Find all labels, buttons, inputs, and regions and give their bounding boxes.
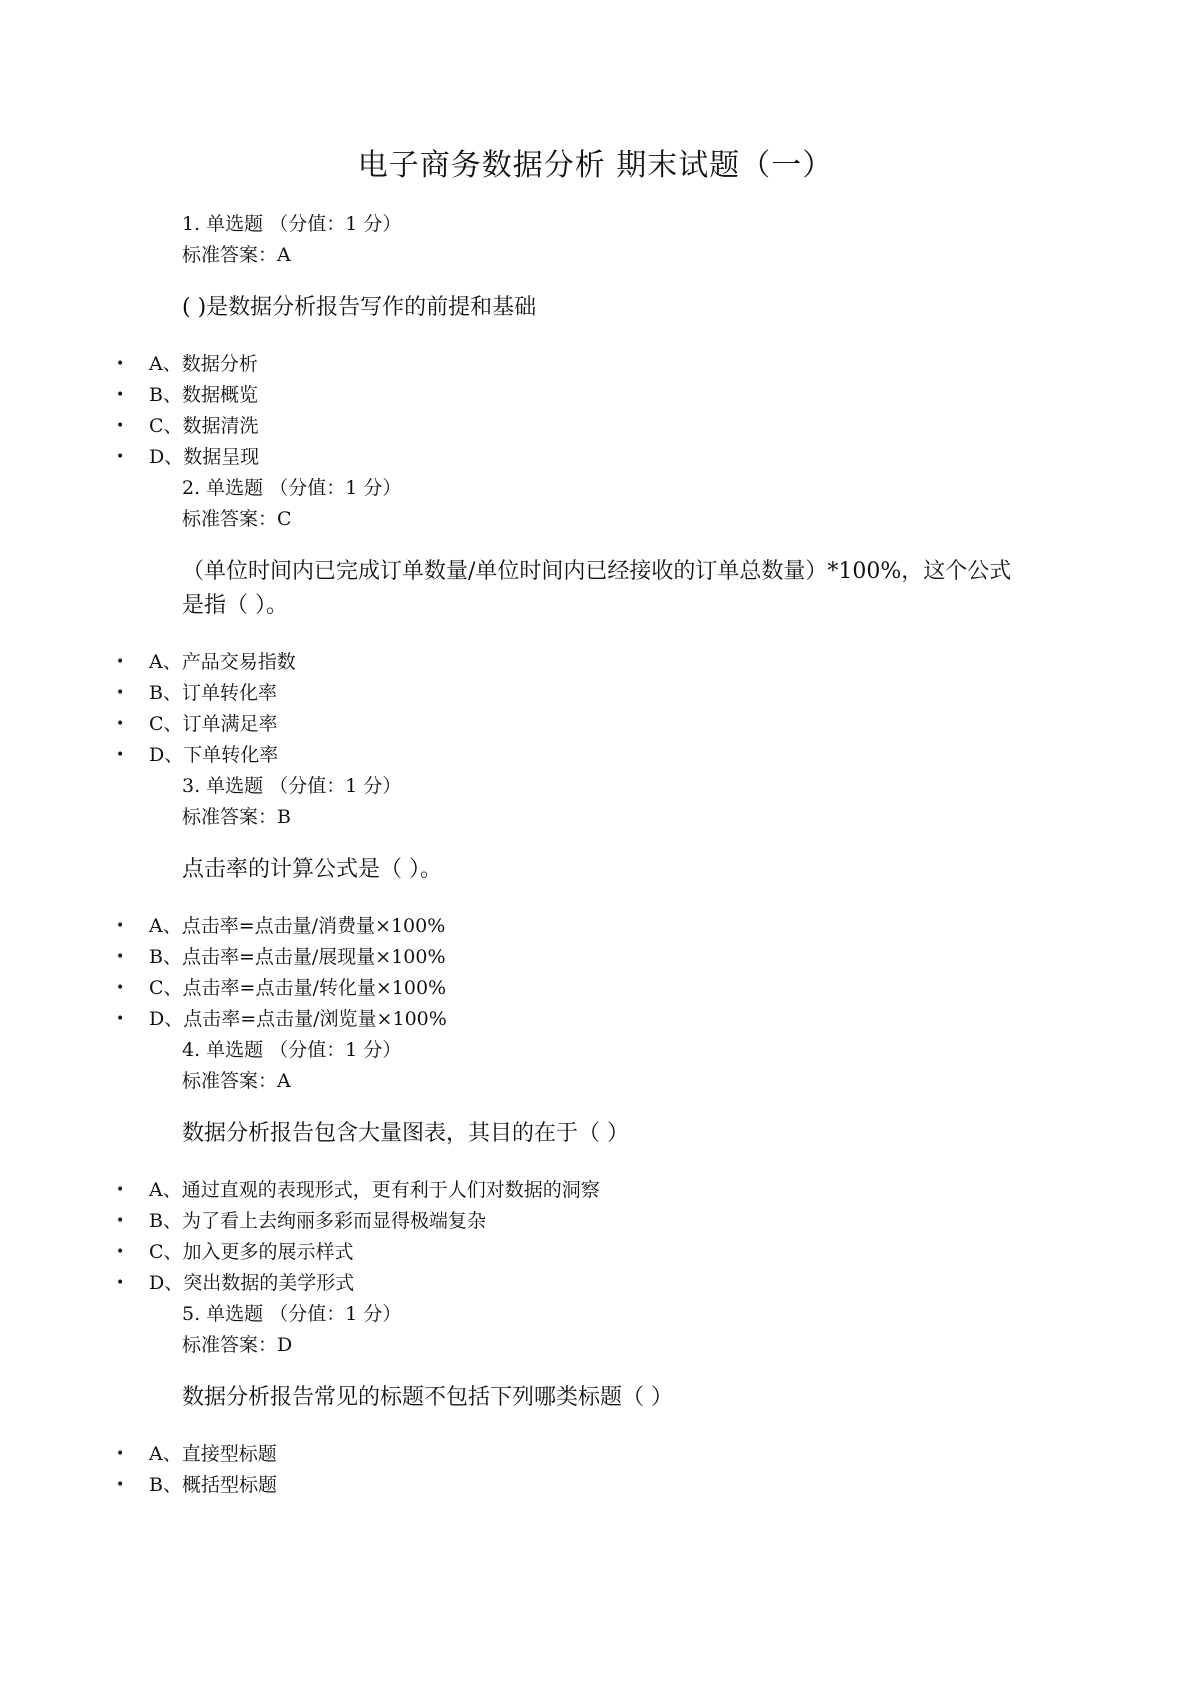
- question-5: [0, 1299, 1191, 1501]
- bullet-icon: •: [116, 1244, 125, 1260]
- option-item: [0, 678, 1191, 709]
- option-list: [0, 647, 1191, 771]
- question-header: 1. 单选题 （分值：1 分）: [182, 213, 402, 235]
- bullet-icon: •: [116, 980, 125, 996]
- bullet-icon: •: [116, 716, 125, 732]
- option-text: B、为了看上去绚丽多彩而显得极端复杂: [149, 1210, 486, 1232]
- option-text: D、点击率=点击量/浏览量×100%: [149, 1008, 447, 1030]
- document-title: 电子商务数据分析 期末试题（一）: [357, 148, 834, 183]
- option-list: [0, 1439, 1191, 1501]
- option-item: [0, 1237, 1191, 1268]
- question-stem: ( )是数据分析报告写作的前提和基础: [182, 295, 537, 320]
- option-item: [0, 442, 1191, 473]
- bullet-icon: •: [116, 949, 125, 965]
- option-list: [0, 911, 1191, 1035]
- question-3: [0, 771, 1191, 1035]
- standard-answer: 标准答案：A: [182, 1070, 291, 1092]
- option-text: A、产品交易指数: [149, 651, 296, 673]
- bullet-icon: •: [116, 387, 125, 403]
- option-text: D、下单转化率: [149, 744, 279, 766]
- option-item: [0, 709, 1191, 740]
- bullet-icon: •: [116, 1275, 125, 1291]
- option-text: C、数据清洗: [149, 415, 259, 437]
- option-item: [0, 1206, 1191, 1237]
- option-item: [0, 647, 1191, 678]
- option-text: C、点击率=点击量/转化量×100%: [149, 977, 447, 999]
- option-text: D、突出数据的美学形式: [149, 1272, 355, 1294]
- question-header: 2. 单选题 （分值：1 分）: [182, 477, 402, 499]
- bullet-icon: •: [116, 449, 125, 465]
- bullet-icon: •: [116, 356, 125, 372]
- option-text: A、通过直观的表现形式，更有利于人们对数据的洞察: [149, 1179, 600, 1201]
- question-1: [0, 209, 1191, 473]
- option-text: A、直接型标题: [149, 1443, 277, 1465]
- question-list: [0, 209, 1191, 1501]
- standard-answer: 标准答案：A: [182, 244, 291, 266]
- bullet-icon: •: [116, 1182, 125, 1198]
- option-item: [0, 973, 1191, 1004]
- bullet-icon: •: [116, 654, 125, 670]
- option-text: C、加入更多的展示样式: [149, 1241, 354, 1263]
- question-stem: 点击率的计算公式是（ ）。: [182, 857, 442, 882]
- option-item: [0, 1470, 1191, 1501]
- bullet-icon: •: [116, 1446, 125, 1462]
- option-item: [0, 411, 1191, 442]
- standard-answer: 标准答案：C: [182, 508, 292, 530]
- option-item: [0, 942, 1191, 973]
- question-2: [0, 473, 1191, 771]
- question-header: 3. 单选题 （分值：1 分）: [182, 775, 402, 797]
- question-4: [0, 1035, 1191, 1299]
- option-list: [0, 1175, 1191, 1299]
- bullet-icon: •: [116, 918, 125, 934]
- option-text: A、数据分析: [149, 353, 258, 375]
- option-text: B、点击率=点击量/展现量×100%: [149, 946, 446, 968]
- question-stem: （单位时间内已完成订单数量/单位时间内已经接收的订单总数量）*100%，这个公式是指（ ）。: [182, 559, 1012, 618]
- option-text: B、订单转化率: [149, 682, 277, 704]
- option-item: [0, 1268, 1191, 1299]
- option-text: D、数据呈现: [149, 446, 260, 468]
- option-list: [0, 349, 1191, 473]
- question-header: 4. 单选题 （分值：1 分）: [182, 1039, 402, 1061]
- option-text: C、订单满足率: [149, 713, 278, 735]
- standard-answer: 标准答案：D: [182, 1334, 293, 1356]
- option-item: [0, 1439, 1191, 1470]
- bullet-icon: •: [116, 747, 125, 763]
- option-item: [0, 349, 1191, 380]
- option-text: B、数据概览: [149, 384, 258, 406]
- option-item: [0, 911, 1191, 942]
- bullet-icon: •: [116, 1213, 125, 1229]
- option-item: [0, 1004, 1191, 1035]
- option-item: [0, 380, 1191, 411]
- bullet-icon: •: [116, 418, 125, 434]
- standard-answer: 标准答案：B: [182, 806, 291, 828]
- option-item: [0, 740, 1191, 771]
- question-stem: 数据分析报告常见的标题不包括下列哪类标题（ ）: [182, 1385, 673, 1410]
- question-header: 5. 单选题 （分值：1 分）: [182, 1303, 402, 1325]
- option-text: B、概括型标题: [149, 1474, 277, 1496]
- bullet-icon: •: [116, 1477, 125, 1493]
- bullet-icon: •: [116, 685, 125, 701]
- bullet-icon: •: [116, 1011, 125, 1027]
- option-item: [0, 1175, 1191, 1206]
- question-stem: 数据分析报告包含大量图表，其目的在于（ ）: [182, 1121, 629, 1146]
- option-text: A、点击率=点击量/消费量×100%: [149, 915, 446, 937]
